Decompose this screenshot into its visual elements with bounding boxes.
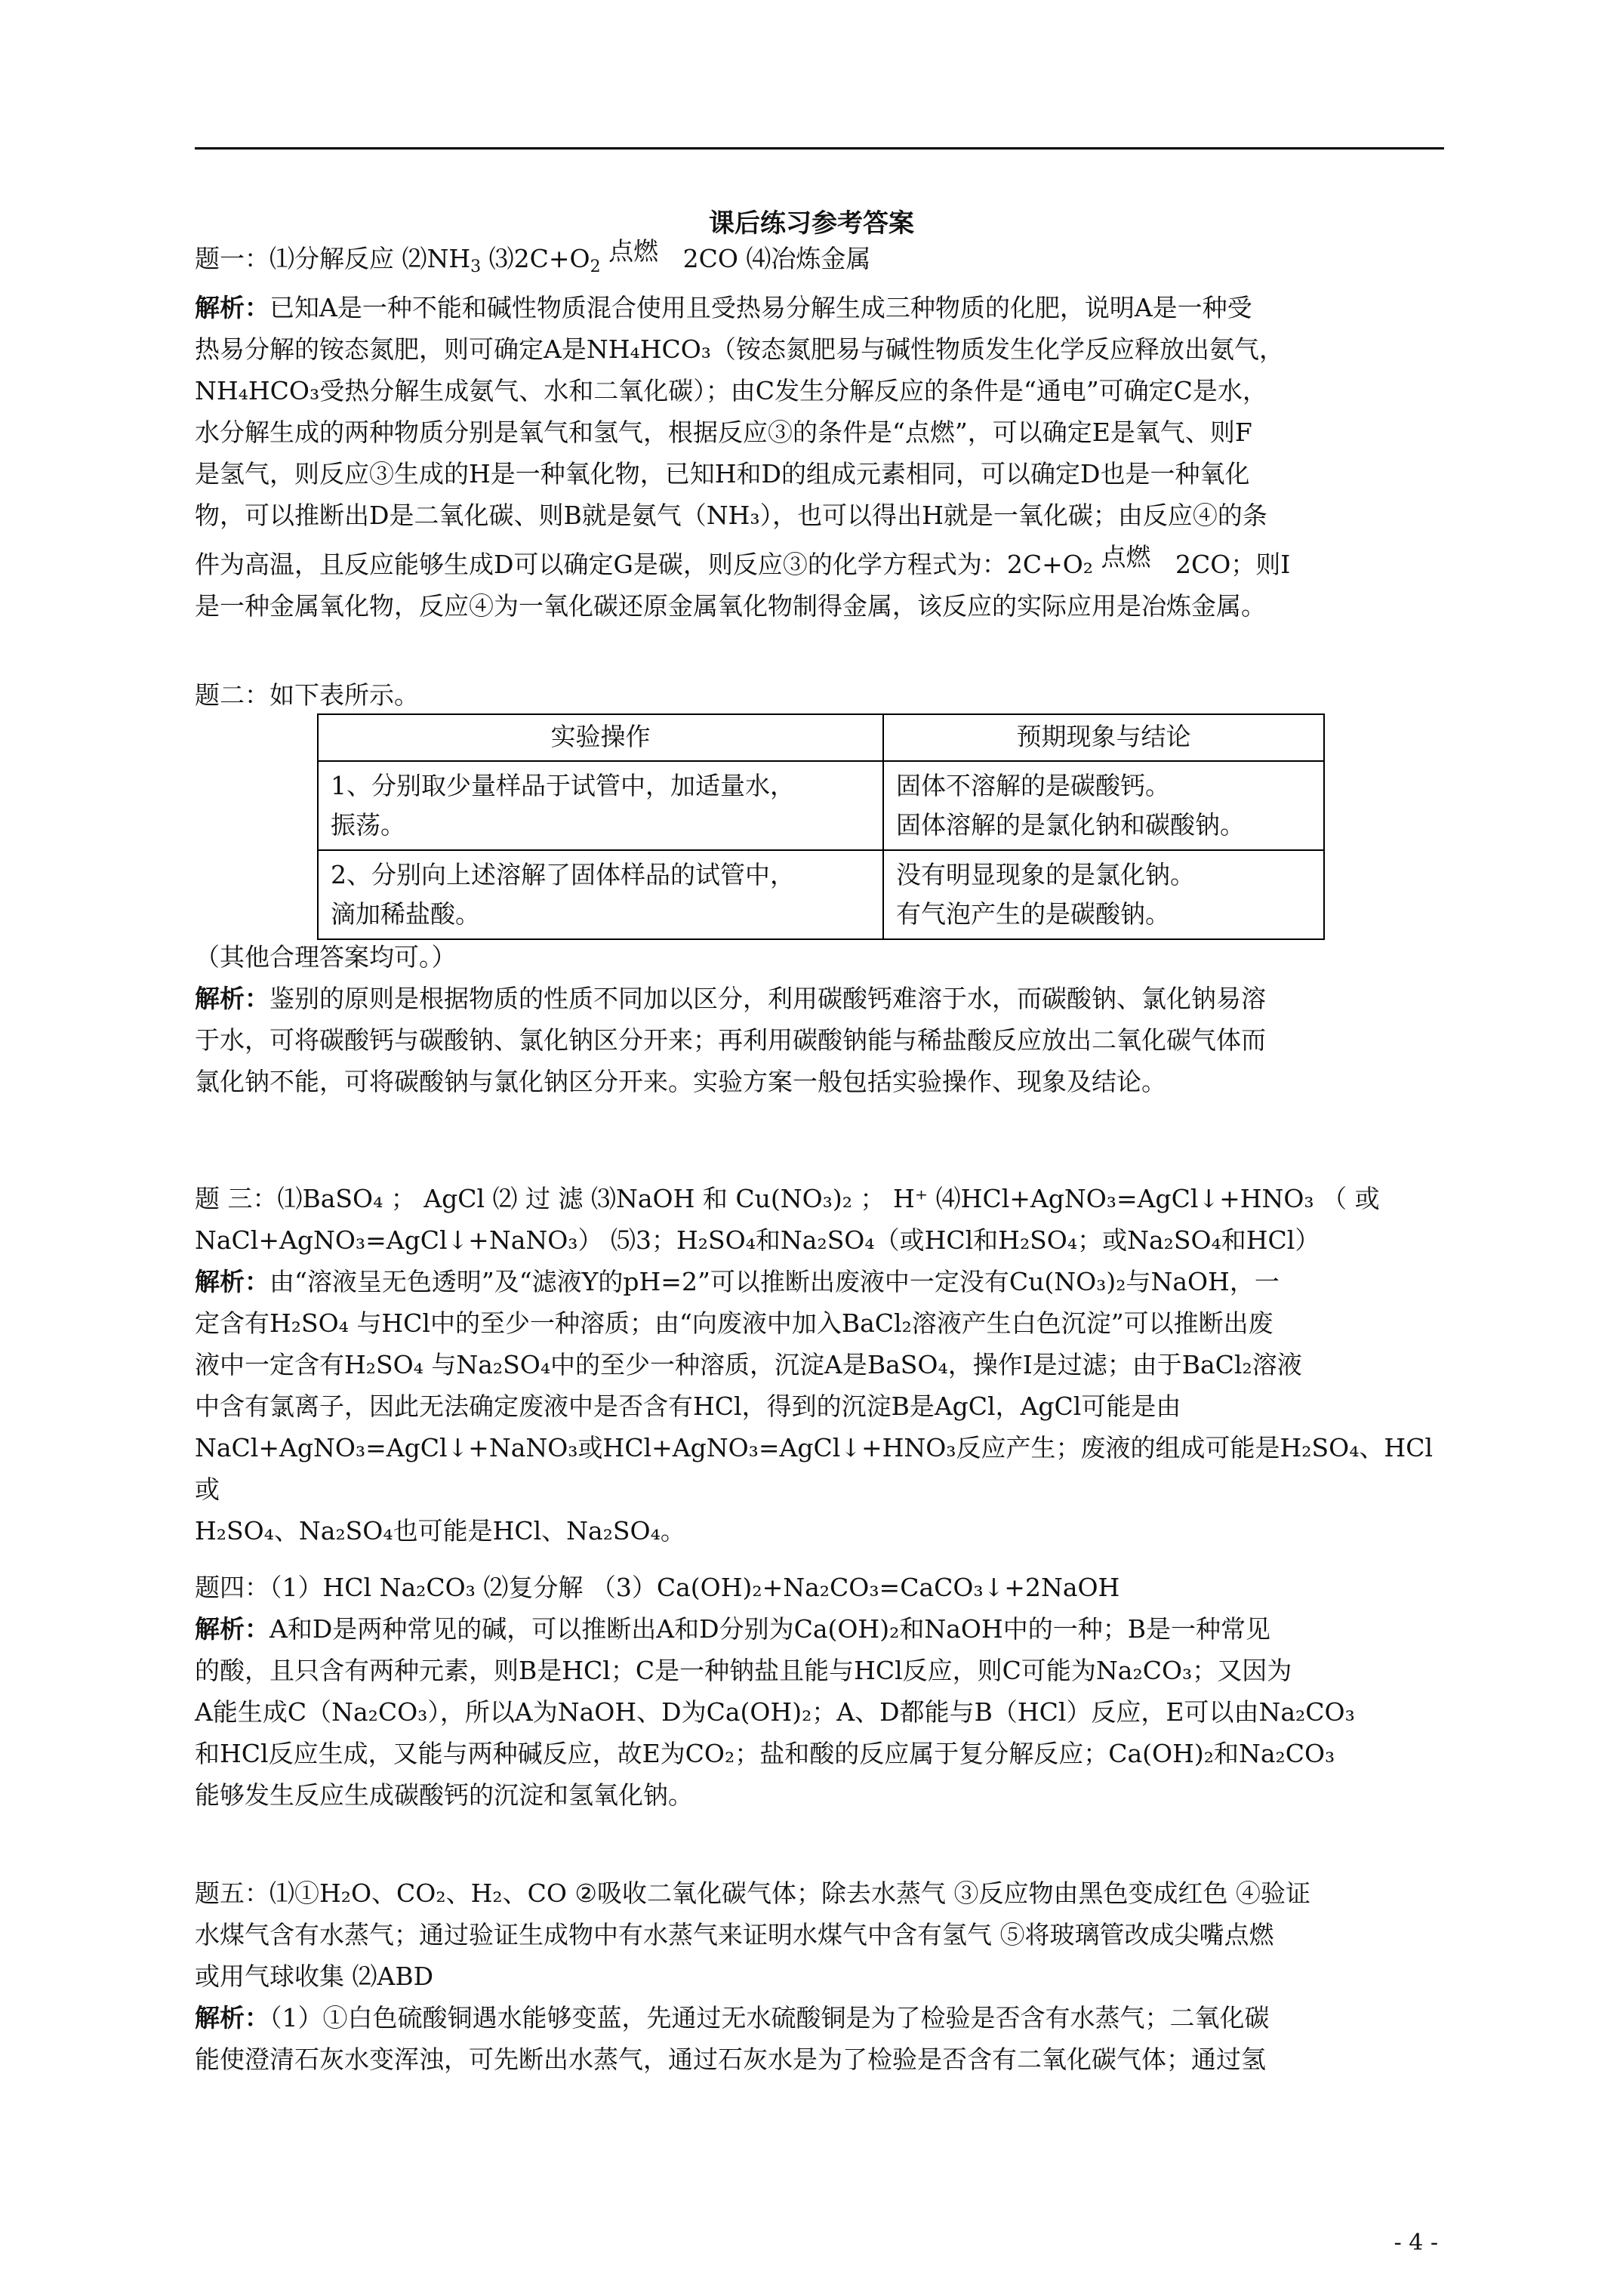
q2-note: （其他合理答案均可。） <box>195 942 457 972</box>
q2-intro: 题二：如下表所示。 <box>195 680 419 710</box>
q3-answer: 题 三：⑴BaSO₄ ； AgCl ⑵ 过 滤 ⑶NaOH 和 Cu(NO₃)₂ ； H⁺ ⑷HCl+AgNO₃=AgCl↓+HNO₃ （ 或 <box>195 1184 1380 1213</box>
table-row <box>318 761 1324 850</box>
q5-analysis: 解析：（1）①白色硫酸铜遇水能够变蓝，先通过无水硫酸铜是为了检验是否含有水蒸气；二氧化碳 <box>195 2003 1270 2032</box>
table-header-row <box>318 714 1324 761</box>
q1-answer: 题一：⑴分解反应 $⑵NH_3$ $⑶2C+O_2$ 点燃 2CO ⑷冶炼金属 <box>195 230 1444 279</box>
page-title: 课后练习参考答案 <box>709 208 914 239</box>
table-row <box>318 850 1324 939</box>
page-number: - 4 - <box>1394 2230 1438 2256</box>
q5-block: 题五：⑴①H₂O、CO₂、H₂、CO ②吸收二氧化碳气体；除去水蒸气 ③反应物由黑色变成红色 ④验证 水煤气含有水蒸气；通过验证生成物中有水蒸气来证明水煤气中含有氢气 ⑤将玻璃管改成尖嘴点燃 或用气球收集 ⑵ABD 解析：（1）①白色硫酸铜遇水能够变蓝，先通过无水硫酸铜是为了检验是否含有水蒸气；二氧化碳 能使澄清石灰水变浑浊，可先断出水蒸气，通过石灰水是为了检验是否含有二氧化碳气体；通过氢 <box>195 1872 1444 2080</box>
q2-analysis-block: （其他合理答案均可。） 解析：鉴别的原则是根据物质的性质不同加以区分，利用碳酸钙难溶于水，而碳酸钠、氯化钠易溶 于水，可将碳酸钙与碳酸钠、氯化钠区分开来；再利用碳酸钠能与稀盐酸反应放出二氧化碳气体而 氯化钠不能，可将碳酸钠与氯化钠区分开来。实验方案一般包括实验操作、现象及结论。 <box>195 936 1444 1102</box>
table-cell: 没有明显现象的是氯化钠。 有气泡产生的是碳酸钠。 <box>883 850 1324 939</box>
header-rule <box>195 147 1444 149</box>
q2-analysis: 解析：鉴别的原则是根据物质的性质不同加以区分，利用碳酸钙难溶于水，而碳酸钠、氯化钠易溶 <box>195 984 1266 1013</box>
q5-answer: 题五：⑴①H₂O、CO₂、H₂、CO ②吸收二氧化碳气体；除去水蒸气 ③反应物由黑色变成红色 ④验证 <box>195 1878 1310 1908</box>
table-cell: 固体不溶解的是碳酸钙。 固体溶解的是氯化钠和碳酸钠。 <box>883 761 1324 850</box>
q4-analysis: 解析：A和D是两种常见的碱，可以推断出A和D分别为Ca(OH)₂和NaOH中的一种；B是一种常见 <box>195 1614 1270 1644</box>
experiment-table <box>317 713 1325 940</box>
q4-block: 题四：（1）HCl Na₂CO₃ ⑵复分解 （3）Ca(OH)₂+Na₂CO₃=CaCO₃↓+2NaOH 解析：A和D是两种常见的碱，可以推断出A和D分别为Ca(OH)₂和NaOH中的一种；B是一种常见 的酸，且只含有两种元素，则B是HCl；C是一种钠盐且能与HCl反应，则C可能为Na₂CO₃；又因为 A能生成C（Na₂CO₃），所以A为NaOH、D为Ca(OH)₂；A、D都能与B（HCl）反应，E可以由Na₂CO₃ 和HCl反应生成，又能与两种碱反应，故E为CO₂；盐和酸的反应属于复分解反应；Ca(OH)₂和Na₂CO₃ 能够发生反应生成碳酸钙的沉淀和氢氧化钠。 <box>195 1567 1444 1816</box>
q3-block: 题 三：⑴BaSO₄ ； AgCl ⑵ 过 滤 ⑶NaOH 和 Cu(NO₃)₂ ； H⁺ ⑷HCl+AgNO₃=AgCl↓+HNO₃ （ 或 NaCl+AgNO₃=AgCl↓+NaNO₃） ⑸3；H₂SO₄和Na₂SO₄（或HCl和H₂SO₄；或Na₂SO₄和HCl） 解析：由“溶液呈无色透明”及“滤液Y的pH=2”可以推断出废液中一定没有Cu(NO₃)₂与NaOH，一 定含有H₂SO₄ 与HCl中的至少一种溶质；由“向废液中加入BaCl₂溶液产生白色沉淀”可以推断出废 液中一定含有H₂SO₄ 与Na₂SO₄中的至少一种溶质，沉淀A是BaSO₄，操作I是过滤；由于BaCl₂溶液 中含有氯离子，因此无法确定废液中是否含有HCl，得到的沉淀B是AgCl，AgCl可能是由 NaCl+AgNO₃=AgCl↓+NaNO₃或HCl+AgNO₃=AgCl↓+HNO₃反应产生；废液的组成可能是H₂SO₄、HCl或 H₂SO₄、Na₂SO₄也可能是HCl、Na₂SO₄。 <box>195 1178 1444 1552</box>
table-cell: 1、分别取少量样品于试管中，加适量水， 振荡。 <box>318 761 883 850</box>
table-header: 预期现象与结论 <box>883 714 1324 761</box>
q4-answer: 题四：（1）HCl Na₂CO₃ ⑵复分解 （3）Ca(OH)₂+Na₂CO₃=CaCO₃↓+2NaOH <box>195 1573 1120 1602</box>
table-header: 实验操作 <box>318 714 883 761</box>
reaction-condition: 点燃 <box>608 236 659 266</box>
table-cell: 2、分别向上述溶解了固体样品的试管中， 滴加稀盐酸。 <box>318 850 883 939</box>
reaction-condition-2: 点燃 <box>1101 542 1151 572</box>
q1-analysis: 解析：已知A是一种不能和碱性物质混合使用且受热易分解生成三种物质的化肥，说明A是一种受 <box>195 293 1252 322</box>
q1-block: 题一：⑴分解反应 $⑵NH_3$ $⑶2C+O_2$ 点燃 2CO ⑷冶炼金属 解析：已知A是一种不能和碱性物质混合使用且受热易分解生成三种物质的化肥，说明A是一种受 热易分解的铵态氮肥，则可确定A是NH₄HCO₃（铵态氮肥易与碱性物质发生化学反应释放出氨气， NH₄HCO₃受热分解生成氨气、水和二氧化碳）；由C发生分解反应的条件是“通电”可确定C是水， 水分解生成的两种物质分别是氧气和氢气，根据反应③的条件是“点燃”，可以确定E是氧气、则F 是氢气，则反应③生成的H是一种氧化物，已知H和D的组成元素相同，可以确定D也是一种氧化 物，可以推断出D是二氧化碳、则B就是氨气（NH₃），也可以得出H就是一氧化碳；由反应④的条 件为高温，且反应能够生成D可以确定G是碳，则反应③的化学方程式为：2C+O₂ 点燃 2CO；则I 是一种金属氧化物，反应④为一氧化碳还原金属氧化物制得金属，该反应的实际应用是冶炼金属。 <box>195 230 1444 627</box>
q3-analysis: 解析：由“溶液呈无色透明”及“滤液Y的pH=2”可以推断出废液中一定没有Cu(NO₃)₂与NaOH，一 <box>195 1267 1280 1296</box>
